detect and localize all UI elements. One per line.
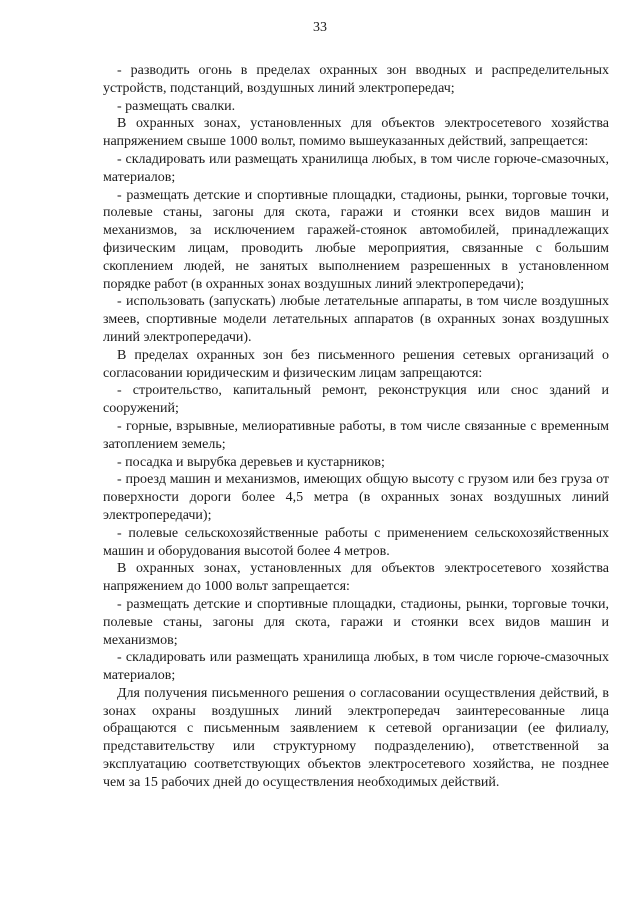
paragraph: - складировать или размещать хранилища любых, в том числе горюче-смазочных материалов;: [103, 650, 609, 684]
paragraph: - размещать детские и спортивные площадки, стадионы, рынки, торговые точки, полевые станы, загоны для скота, гаражи и стоянки всех видов машин и механизмов, за исключением гаражей-стоянок автомобилей, принадлежащих физическим лицам, проводить любые мероприятия, связанные с большим скоплением людей, не занятых выполнением разрешенных в установленном порядке работ (в охранных зонах воздушных линий электропередачи);: [103, 187, 609, 292]
paragraph: В охранных зонах, установленных для объектов электросетевого хозяйства напряжением до 1000 вольт запрещается:: [103, 561, 609, 595]
paragraph: В охранных зонах, установленных для объектов электросетевого хозяйства напряжением свыше 1000 вольт, помимо вышеуказанных действий, запрещается:: [103, 116, 609, 150]
paragraph: - горные, взрывные, мелиоративные работы, в том числе связанные с временным затоплением земель;: [103, 418, 609, 452]
document-body: [103, 62, 609, 792]
paragraph: - строительство, капитальный ремонт, реконструкция или снос зданий и сооружений;: [103, 383, 609, 417]
paragraph: В пределах охранных зон без письменного решения сетевых организаций о согласовании юридическим и физическим лицам запрещаются:: [103, 347, 609, 381]
paragraph: - размещать детские и спортивные площадки, стадионы, рынки, торговые точки, полевые станы, загоны для скота, гаражи и стоянки всех видов машин и механизмов;: [103, 596, 609, 648]
paragraph: Для получения письменного решения о согласовании осуществления действий, в зонах охраны воздушных линий электропередач заинтересованные лица обращаются с письменным заявлением к сетевой организации (ее филиалу, представительству или структурному подразделению), ответственной за эксплуатацию соответствующих объектов электросетевого хозяйства, не позднее чем за 15 рабочих дней до осуществления необходимых действий.: [103, 685, 609, 790]
paragraph: - проезд машин и механизмов, имеющих общую высоту с грузом или без груза от поверхности дороги более 4,5 метра (в охранных зонах воздушных линий электропередачи);: [103, 472, 609, 523]
paragraph: - размещать свалки.: [117, 98, 236, 114]
paragraph: - полевые сельскохозяйственные работы с применением сельскохозяйственных машин и оборудования высотой более 4 метров.: [103, 525, 609, 559]
paragraph: - использовать (запускать) любые летательные аппараты, в том числе воздушных змеев, спортивные модели летательных аппаратов (в охранных зонах воздушных линий электропередачи).: [103, 294, 609, 345]
paragraph: - посадка и вырубка деревьев и кустарников;: [117, 454, 385, 470]
page-number: 33: [313, 20, 327, 35]
paragraph: - разводить огонь в пределах охранных зон вводных и распределительных устройств, подстанций, воздушных линий электропередач;: [103, 63, 609, 96]
paragraph: - складировать или размещать хранилища любых, в том числе горюче-смазочных, материалов;: [103, 151, 609, 185]
